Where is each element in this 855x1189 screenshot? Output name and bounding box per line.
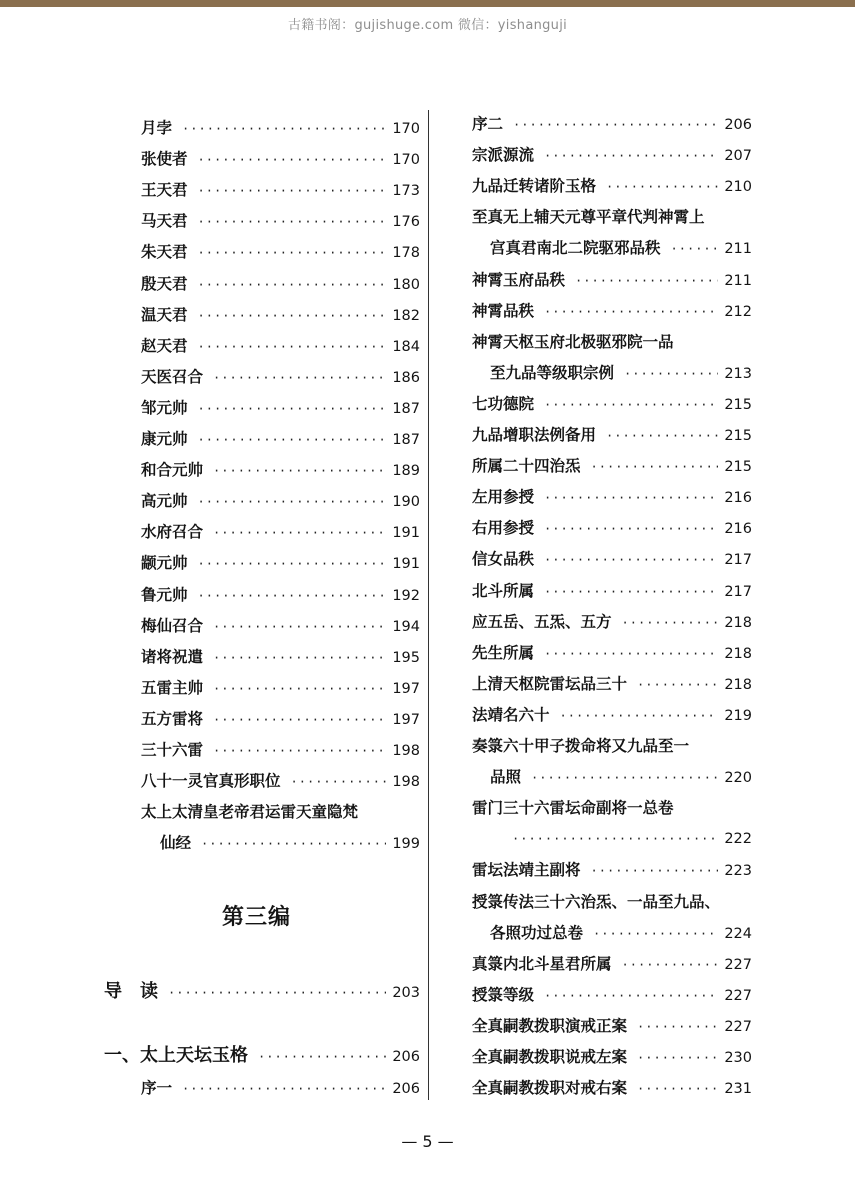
dot-leader [201, 834, 386, 854]
toc-entry[interactable] [472, 985, 752, 1006]
toc-entry-title: 五雷主帅 [141, 677, 204, 697]
toc-entry[interactable] [472, 456, 752, 477]
toc-entry-title: 应五岳、五炁、五方 [472, 611, 612, 631]
toc-entry-page: 176 [392, 214, 420, 231]
toc-entry-title: 马天君 [141, 211, 188, 231]
toc-entry[interactable] [141, 367, 420, 388]
toc-entry-title: 梅仙召合 [141, 615, 204, 635]
toc-entry-title: 月孛 [141, 118, 173, 137]
toc-entry-page: 198 [392, 743, 420, 759]
toc-entry-page: 198 [392, 774, 420, 791]
toc-entry[interactable] [141, 336, 420, 357]
toc-entry[interactable] [141, 398, 420, 419]
toc-entry[interactable] [141, 242, 420, 263]
toc-entry-title: 高元帅 [141, 491, 188, 511]
dot-leader [198, 586, 387, 606]
dot-leader [198, 212, 387, 232]
toc-entry[interactable] [502, 829, 752, 849]
toc-entry-title-line[interactable]: 至真无上辅天元尊平章代判神霄上 [472, 207, 705, 227]
dot-leader [258, 1047, 386, 1067]
toc-entry-title: 诸将祝遣 [141, 646, 204, 666]
toc-entry-page: 199 [392, 836, 420, 853]
toc-entry-page: 187 [392, 400, 420, 417]
toc-entry[interactable] [472, 1016, 752, 1037]
dot-leader [198, 337, 387, 357]
toc-entry[interactable] [141, 678, 420, 699]
toc-entry-page: 231 [724, 1081, 752, 1098]
toc-entry-page: 224 [724, 925, 752, 942]
dot-leader [198, 275, 387, 295]
dot-leader [544, 146, 718, 166]
dot-leader [213, 617, 386, 637]
dot-leader [624, 364, 718, 384]
watermark-text: 古籍书阁：gujishuge.com 微信：yishanguji [287, 18, 568, 33]
toc-entry[interactable] [141, 740, 420, 761]
toc-entry-title: 序二 [472, 114, 504, 133]
dot-leader [513, 115, 718, 135]
dot-leader [544, 644, 718, 664]
toc-entry-page: 191 [392, 525, 420, 542]
toc-entry-title: 三十六雷 [141, 740, 204, 759]
toc-entry-title: 宫真君南北二院驱邪品秩 [490, 238, 661, 258]
toc-entry[interactable] [472, 860, 752, 881]
dot-leader [544, 488, 718, 508]
dot-leader [637, 1017, 718, 1037]
dot-leader [213, 741, 386, 761]
toc-entry[interactable] [472, 176, 752, 197]
toc-entry[interactable] [472, 674, 752, 695]
dot-leader [198, 306, 387, 326]
toc-entry-page: 217 [724, 583, 752, 600]
toc-entry-page: 210 [724, 179, 752, 196]
toc-entry-page: 182 [392, 307, 420, 324]
toc-entry[interactable] [141, 211, 420, 232]
toc-entry-page: 216 [724, 490, 752, 507]
toc-entry[interactable] [472, 581, 752, 602]
toc-entry-title: 天医召合 [141, 366, 204, 386]
toc-entry-page: 191 [392, 556, 420, 573]
toc-entry[interactable] [141, 274, 420, 295]
toc-entry[interactable] [472, 1078, 752, 1099]
toc-entry-page: 215 [724, 396, 752, 413]
dot-leader [622, 955, 719, 975]
toc-entry-title: 温天君 [141, 304, 188, 324]
toc-entry-title: 神霄品秩 [472, 300, 535, 320]
dot-leader [591, 861, 719, 881]
toc-entry-title: 雷坛法靖主副将 [472, 860, 581, 880]
toc-entry[interactable] [472, 425, 752, 446]
dot-leader [198, 150, 387, 170]
toc-entry[interactable] [490, 363, 752, 384]
toc-entry-title: 八十一灵官真形职位 [141, 771, 281, 791]
toc-entry[interactable] [490, 238, 752, 259]
toc-entry[interactable] [472, 487, 752, 508]
toc-entry-title: 宗派源流 [472, 145, 535, 165]
toc-entry-page: 216 [724, 521, 752, 538]
toc-entry[interactable] [472, 145, 752, 166]
dot-leader [622, 613, 719, 633]
toc-entry-title: 水府召合 [141, 522, 204, 542]
dot-leader [606, 177, 718, 197]
page-number: — 5 — [401, 1132, 454, 1151]
toc-entry-title: 序一 [141, 1078, 173, 1097]
dot-leader [182, 1079, 386, 1099]
dot-leader [637, 1048, 718, 1068]
toc-entry-title: 五方雷将 [141, 708, 204, 728]
toc-entry[interactable] [141, 118, 420, 139]
toc-entry-title: 真箓内北斗星君所属 [472, 953, 612, 973]
toc-entry-page: 227 [724, 956, 752, 973]
toc-entry-title-line[interactable]: 太上太清皇老帝君运雷天童隐梵 [141, 802, 359, 822]
toc-entry[interactable] [141, 585, 420, 606]
dot-leader [291, 772, 387, 792]
toc-entry-page: 223 [724, 863, 752, 880]
toc-entry-title: 右用参授 [472, 518, 535, 538]
toc-entry[interactable] [472, 1047, 752, 1068]
toc-entry-title: 和合元帅 [141, 460, 204, 480]
toc-entry-title: 先生所属 [472, 642, 535, 662]
dot-leader [213, 523, 386, 543]
dot-leader [671, 239, 719, 259]
toc-entry-page: 206 [392, 1081, 420, 1097]
top-border-bar [0, 0, 855, 7]
toc-entry-title: 仙经 [160, 833, 192, 853]
toc-entry-title: 康元帅 [141, 429, 188, 448]
dot-leader [637, 1079, 718, 1099]
dot-leader [544, 395, 718, 415]
toc-entry-page: 219 [724, 707, 752, 724]
toc-entry-page: 222 [724, 831, 752, 848]
toc-entry[interactable] [104, 1046, 420, 1067]
toc-entry-title: 邹元帅 [141, 397, 188, 417]
toc-entry[interactable] [141, 180, 420, 201]
toc-entry-page: 170 [392, 121, 420, 137]
dot-leader [198, 554, 387, 574]
toc-entry[interactable] [104, 982, 420, 1003]
toc-entry-title: 全真嗣教拨职演戒正案 [472, 1015, 628, 1035]
toc-entry[interactable] [472, 270, 752, 291]
toc-entry-page: 218 [724, 645, 752, 662]
toc-entry-page: 194 [392, 618, 420, 635]
toc-entry[interactable] [472, 549, 752, 570]
dot-leader [213, 461, 386, 481]
toc-entry-title: 所属二十四治炁 [472, 456, 581, 476]
section-title: 第三编 [222, 905, 292, 930]
toc-entry-page: 230 [724, 1050, 752, 1066]
toc-entry-page: 211 [724, 272, 752, 289]
toc-entry[interactable] [472, 954, 752, 975]
toc-entry[interactable] [472, 394, 752, 415]
toc-entry[interactable] [141, 1078, 420, 1099]
toc-entry-page: 189 [392, 463, 420, 480]
dot-leader [531, 768, 718, 788]
toc-entry-title: 赵天君 [141, 335, 188, 355]
dot-leader [168, 983, 386, 1003]
toc-entry-page: 197 [392, 680, 420, 697]
toc-entry-page: 170 [392, 152, 420, 169]
toc-entry-title: 全真嗣教拨职说戒左案 [472, 1047, 628, 1066]
toc-entry-title: 各照功过总卷 [490, 922, 584, 942]
dot-leader [544, 550, 718, 570]
toc-entry-page: 227 [724, 987, 752, 1004]
dot-leader [198, 181, 387, 201]
dot-leader [198, 243, 387, 263]
toc-entry[interactable] [141, 771, 420, 792]
toc-entry-title: 神霄玉府品秩 [472, 269, 566, 289]
toc-entry[interactable] [141, 460, 420, 481]
dot-leader [198, 430, 387, 450]
dot-leader [544, 302, 718, 322]
dot-leader [182, 119, 386, 139]
dot-leader [512, 829, 718, 849]
dot-leader [213, 710, 386, 730]
toc-entry-page: 184 [392, 338, 420, 355]
toc-entry[interactable] [472, 705, 752, 726]
toc-entry-page: 187 [392, 432, 420, 448]
toc-entry[interactable] [472, 518, 752, 539]
toc-entry-title: 张使者 [141, 149, 188, 169]
toc-entry-title: 至九品等级职宗例 [490, 362, 615, 382]
dot-leader [637, 675, 718, 695]
toc-entry-title-line[interactable]: 授箓传法三十六治炁、一品至九品、 [472, 891, 721, 911]
toc-entry-page: 215 [724, 459, 752, 476]
toc-entry-title: 七功德院 [472, 393, 535, 413]
toc-entry-page: 173 [392, 183, 420, 200]
dot-leader [213, 679, 386, 699]
toc-entry-title: 上清天枢院雷坛品三十 [472, 673, 628, 693]
toc-entry-title: 全真嗣教拨职对戒右案 [472, 1078, 628, 1098]
toc-entry-title: 九品迁转诸阶玉格 [472, 176, 597, 196]
toc-entry[interactable] [472, 114, 752, 135]
toc-entry[interactable] [141, 709, 420, 730]
toc-entry-title: 颛元帅 [141, 553, 188, 573]
toc-entry-title: 朱天君 [141, 242, 188, 262]
toc-entry-title: 北斗所属 [472, 580, 535, 600]
toc-entry-title-line[interactable]: 奏箓六十甲子拨命将又九品至一 [472, 736, 690, 755]
toc-entry-page: 218 [724, 614, 752, 631]
toc-entry-title: 一、太上天坛玉格 [104, 1045, 248, 1066]
dot-leader [213, 368, 386, 388]
toc-entry-page: 220 [724, 770, 752, 787]
toc-entry-title: 九品增职法例备用 [472, 425, 597, 444]
dot-leader [575, 271, 718, 291]
toc-entry-title: 殷天君 [141, 273, 188, 293]
toc-entry-page: 211 [724, 241, 752, 258]
toc-entry[interactable] [141, 647, 420, 668]
toc-entry-page: 217 [724, 552, 752, 569]
toc-entry[interactable] [472, 301, 752, 322]
toc-entry-title: 信女品秩 [472, 549, 535, 569]
toc-entry-page: 206 [724, 117, 752, 133]
dot-leader [198, 399, 387, 419]
toc-entry-page: 215 [724, 428, 752, 444]
toc-entry[interactable] [141, 429, 420, 450]
toc-entry-page: 180 [392, 276, 420, 293]
toc-entry[interactable] [490, 767, 752, 788]
toc-entry-page: 195 [392, 649, 420, 666]
toc-entry-page: 206 [392, 1049, 420, 1065]
toc-entry-page: 178 [392, 245, 420, 262]
dot-leader [198, 492, 387, 512]
toc-entry[interactable] [160, 833, 420, 854]
toc-entry-page: 203 [392, 985, 420, 1001]
toc-entry-page: 190 [392, 494, 420, 511]
toc-entry[interactable] [472, 643, 752, 664]
column-divider [428, 110, 429, 1100]
toc-entry[interactable] [141, 522, 420, 543]
toc-entry-title: 左用参授 [472, 487, 535, 507]
toc-entry[interactable] [141, 491, 420, 512]
toc-entry-page: 227 [724, 1018, 752, 1035]
toc-entry-page: 207 [724, 148, 752, 165]
toc-entry-page: 192 [392, 587, 420, 604]
dot-leader [593, 924, 718, 944]
dot-leader [606, 426, 718, 446]
toc-entry[interactable] [141, 149, 420, 170]
toc-entry-title: 品照 [490, 767, 522, 787]
toc-entry-title: 鲁元帅 [141, 584, 188, 604]
toc-entry-page: 212 [724, 303, 752, 320]
dot-leader [591, 457, 719, 477]
dot-leader [213, 648, 386, 668]
dot-leader [544, 582, 718, 602]
toc-entry-page: 186 [392, 369, 420, 386]
dot-leader [560, 706, 719, 726]
dot-leader [544, 986, 718, 1006]
toc-entry-title: 授箓等级 [472, 984, 535, 1004]
toc-entry-page: 218 [724, 676, 752, 693]
toc-entry-title-line[interactable]: 神霄天枢玉府北极驱邪院一品 [472, 331, 674, 351]
toc-entry[interactable] [141, 553, 420, 574]
toc-entry-page: 213 [724, 365, 752, 382]
toc-entry-title: 导 读 [104, 981, 158, 1002]
toc-entry[interactable] [472, 612, 752, 633]
toc-entry[interactable] [141, 616, 420, 637]
toc-entry[interactable] [490, 923, 752, 944]
toc-entry-title-line[interactable]: 雷门三十六雷坛命副将一总卷 [472, 798, 674, 818]
toc-entry[interactable] [141, 305, 420, 326]
toc-entry-title: 法靖名六十 [472, 704, 550, 724]
toc-entry-title: 王天君 [141, 180, 188, 200]
toc-entry-page: 197 [392, 711, 420, 728]
dot-leader [544, 519, 718, 539]
